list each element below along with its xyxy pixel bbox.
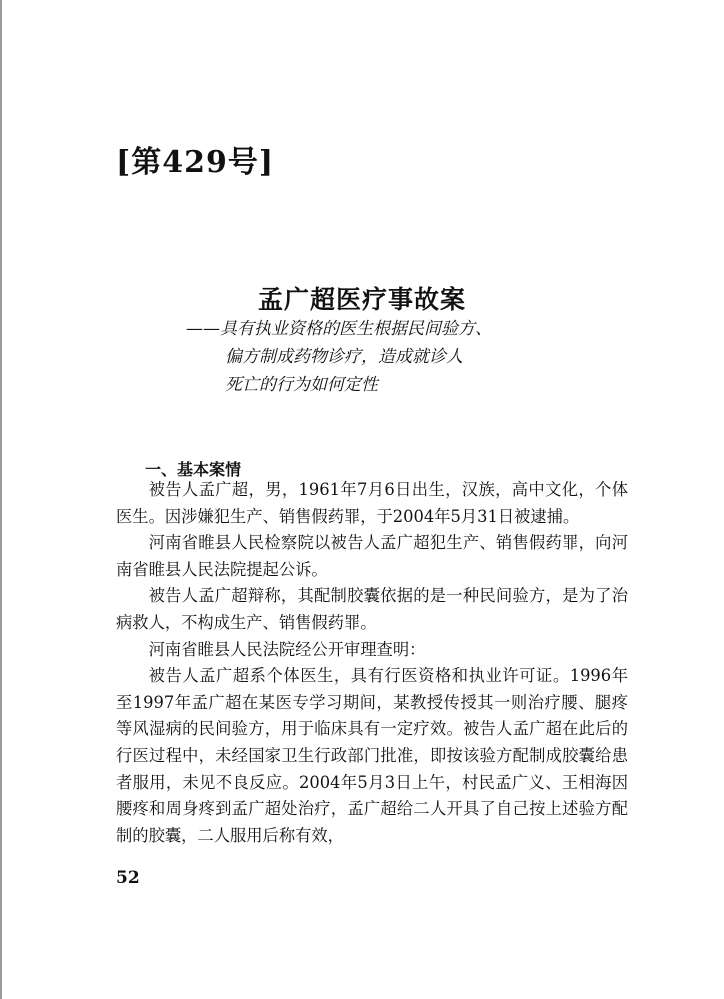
case-title: 孟广超医疗事故案 — [257, 285, 466, 314]
page-number: 52 — [116, 868, 140, 888]
page-edge — [0, 0, 2, 999]
section-heading: 一、基本案情 — [145, 460, 242, 479]
paragraph: 被告人孟广超系个体医生，具有行医资格和执业许可证。1996年至1997年孟广超在某医专学习期间，某教授传授其一则治疗腰、腿疼等风湿病的民间验方，用于临床具有一定疗效。被告人孟广超在此后的行医过程中，未经国家卫生行政部门批准，即按该验方配制成胶囊给患者服用，未见不良反应。2004年5月3日上午，村民孟广义、王相海因腰疼和周身疼到孟广超处治疗，孟广超给二人开具了自己按上述验方配制的胶囊，二人服用后称有效， — [116, 666, 628, 845]
paragraph: 河南省睢县人民法院经公开审理查明： — [148, 639, 426, 659]
paragraph: 河南省睢县人民检察院以被告人孟广超犯生产、销售假药罪，向河南省睢县人民法院提起公诉。 — [116, 533, 628, 579]
paragraph: 被告人孟广超，男，1961年7月6日出生，汉族，高中文化，个体医生。因涉嫌犯生产、销售假药罪，于2004年5月31日被逮捕。 — [116, 480, 628, 526]
body-text — [116, 477, 628, 849]
subtitle-line: 死亡的行为如何定性 — [225, 375, 378, 395]
case-number: [第429号] — [116, 145, 275, 180]
subtitle-line: 偏方制成药物诊疗，造成就诊人 — [225, 347, 463, 367]
paragraph: 被告人孟广超辩称，其配制胶囊依据的是一种民间验方，是为了治病救人，不构成生产、销售假药罪。 — [116, 586, 628, 632]
subtitle — [186, 315, 492, 399]
subtitle-line: ——具有执业资格的医生根据民间验方、 — [186, 319, 492, 339]
